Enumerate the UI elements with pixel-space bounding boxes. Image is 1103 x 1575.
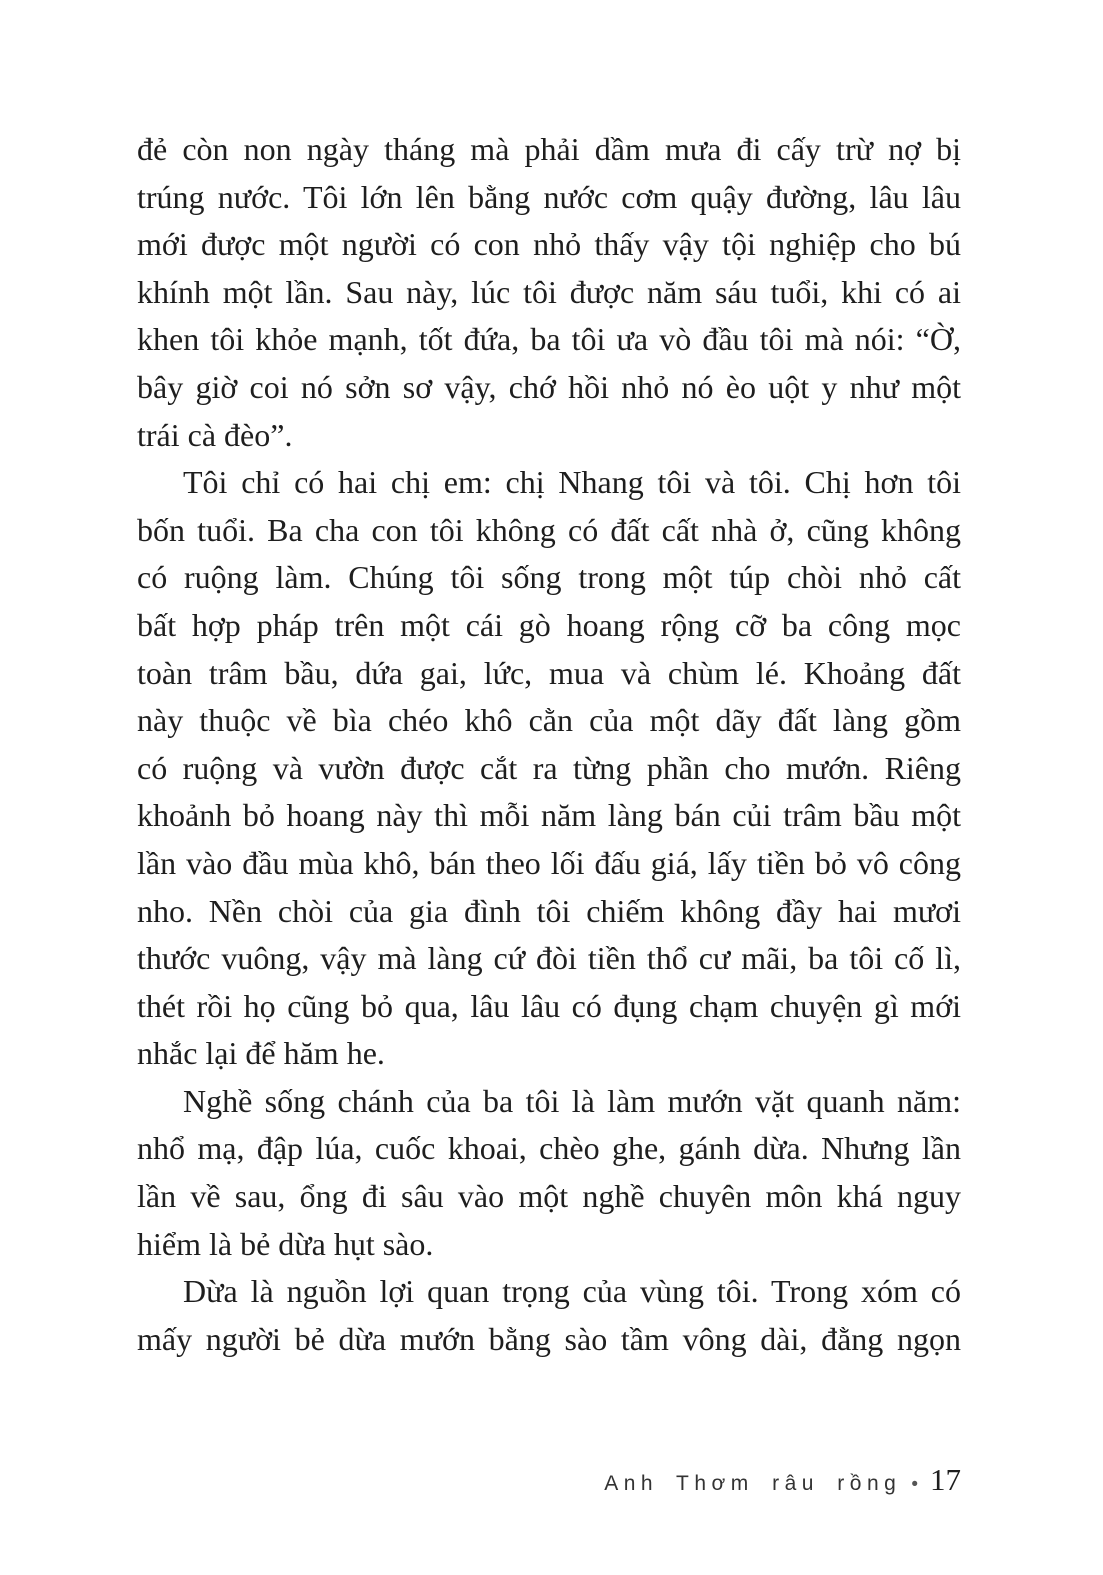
text-line — [137, 126, 961, 174]
text-line-content: hiểm là bẻ dừa hụt sào. — [137, 1225, 434, 1262]
paragraph — [137, 126, 961, 459]
text-line-content: khen tôi khỏe mạnh, tốt đứa, ba tôi ưa vò đầu tôi mà nói: “Ờ, — [137, 321, 961, 358]
text-line — [137, 602, 961, 650]
text-line — [137, 1173, 961, 1221]
text-line — [137, 1125, 961, 1173]
text-line-content: Tôi chỉ có hai chị em: chị Nhang tôi và tôi. Chị hơn tôi — [183, 464, 961, 501]
text-line-content: bây giờ coi nó sởn sơ vậy, chớ hồi nhỏ nó èo uột y như một — [137, 368, 961, 405]
text-line — [137, 840, 961, 888]
paragraph — [137, 1078, 961, 1268]
bullet-separator-icon: • — [911, 1474, 918, 1495]
text-line — [137, 269, 961, 317]
text-line — [137, 554, 961, 602]
text-line-content: bất hợp pháp trên một cái gò hoang rộng cỡ ba công mọc — [137, 606, 961, 643]
page-footer — [604, 1462, 961, 1506]
text-block — [137, 126, 961, 1363]
text-line-content: lần vào đầu mùa khô, bán theo lối đấu giá, lấy tiền bỏ vô công — [137, 844, 961, 881]
text-line-content: Dừa là nguồn lợi quan trọng của vùng tôi. Trong xóm có — [183, 1273, 961, 1310]
text-line-content: đẻ còn non ngày tháng mà phải dầm mưa đi cấy trừ nợ bị — [137, 131, 961, 167]
text-line-content: nhổ mạ, đập lúa, cuốc khoai, chèo ghe, gánh dừa. Nhưng lần — [137, 1130, 961, 1167]
paragraph — [137, 1268, 961, 1363]
text-line — [137, 316, 961, 364]
text-line-content: có ruộng làm. Chúng tôi sống trong một túp chòi nhỏ cất — [137, 559, 961, 596]
text-line — [137, 1268, 961, 1316]
text-line — [137, 935, 961, 983]
page-number: 17 — [930, 1462, 961, 1497]
running-title: Anh Thơm râu rồng — [604, 1472, 902, 1495]
text-line-content: mới được một người có con nhỏ thấy vậy tội nghiệp cho bú — [137, 226, 961, 263]
text-line-content: thét rồi họ cũng bỏ qua, lâu lâu có đụng chạm chuyện gì mới — [137, 987, 961, 1024]
text-line — [137, 1078, 961, 1126]
text-line — [137, 221, 961, 269]
text-line — [137, 412, 961, 460]
text-line-content: này thuộc về bìa chéo khô cằn của một dãy đất làng gồm — [137, 702, 961, 739]
text-line — [137, 983, 961, 1031]
text-line-content: nhắc lại để hăm he. — [137, 1035, 385, 1072]
text-line-content: lần về sau, ổng đi sâu vào một nghề chuyên môn khá nguy — [137, 1178, 961, 1215]
text-line — [137, 507, 961, 555]
text-line — [137, 792, 961, 840]
text-line-content: khoảnh bỏ hoang này thì mỗi năm làng bán củi trâm bầu một — [137, 797, 961, 834]
text-line — [137, 364, 961, 412]
text-line-content: nho. Nền chòi của gia đình tôi chiếm không đầy hai mươi — [137, 892, 961, 929]
text-line — [137, 459, 961, 507]
paragraph — [137, 459, 961, 1078]
text-line — [137, 1316, 961, 1364]
text-line-content: bốn tuổi. Ba cha con tôi không có đất cất nhà ở, cũng không — [137, 511, 961, 548]
text-line-content: có ruộng và vườn được cắt ra từng phần cho mướn. Riêng — [137, 749, 961, 786]
text-line-content: trái cà đèo”. — [137, 416, 293, 453]
text-line — [137, 174, 961, 222]
text-line-content: toàn trâm bầu, dứa gai, lức, mua và chùm lé. Khoảng đất — [137, 654, 961, 691]
text-line — [137, 697, 961, 745]
text-line — [137, 1030, 961, 1078]
text-line — [137, 888, 961, 936]
text-line-content: Nghề sống chánh của ba tôi là làm mướn vặt quanh năm: — [183, 1082, 961, 1119]
text-line-content: khính một lần. Sau này, lúc tôi được năm sáu tuổi, khi có ai — [137, 273, 961, 310]
text-line — [137, 1221, 961, 1269]
text-line-content: thước vuông, vậy mà làng cứ đòi tiền thổ cư mãi, ba tôi cố lì, — [137, 940, 961, 977]
text-line — [137, 650, 961, 698]
text-line-content: trúng nước. Tôi lớn lên bằng nước cơm quậy đường, lâu lâu — [137, 178, 961, 215]
text-line — [137, 745, 961, 793]
text-line-content: mấy người bẻ dừa mướn bằng sào tầm vông dài, đằng ngọn — [137, 1320, 961, 1357]
